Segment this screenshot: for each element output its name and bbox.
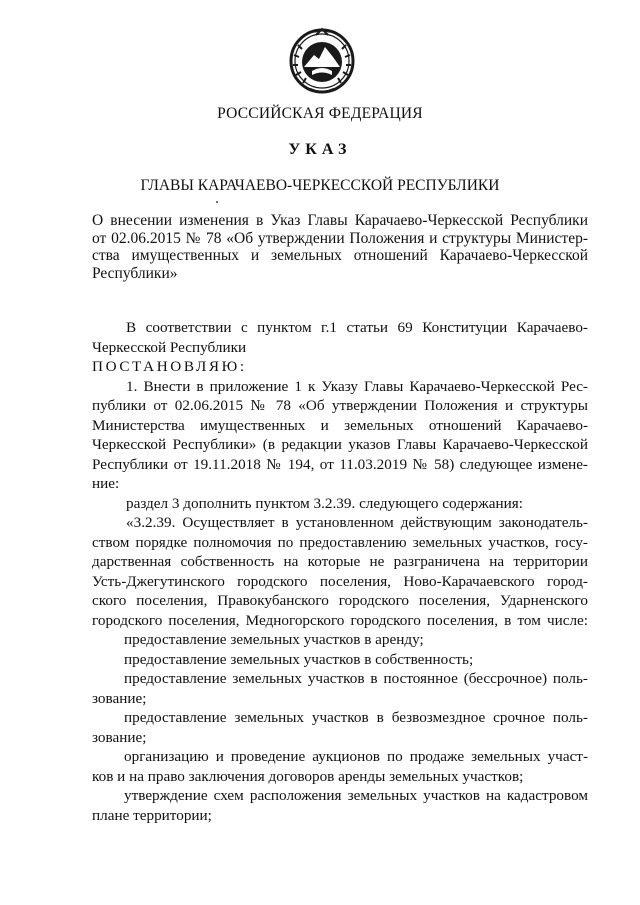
title-line: Республики» bbox=[92, 264, 178, 282]
issuer-heading: ГЛАВЫ КАРАЧАЕВО-ЧЕРКЕССКОЙ РЕСПУБЛИКИ bbox=[140, 177, 500, 194]
list-item-line: ков и на право заключения договоров аренды земельных участков; bbox=[92, 767, 524, 785]
list-item-line: зование; bbox=[92, 689, 147, 707]
stray-dot bbox=[216, 201, 218, 203]
item-line: ние: bbox=[92, 475, 120, 492]
item-line: публики от 02.06.2015 № 78 «Об утверждении Положения и структуры bbox=[92, 397, 588, 414]
list-item-line: организацию и проведение аукционов по продаже земельных участ- bbox=[124, 748, 588, 765]
federation-heading: РОССИЙСКАЯ ФЕДЕРАЦИЯ bbox=[217, 105, 423, 122]
item-line: Министерства имущественных и земельных отношений Карачаево- bbox=[92, 416, 588, 434]
clause-line: ством порядке полномочия по предоставлению земельных участков, госу- bbox=[92, 533, 588, 551]
list-item-line: предоставление земельных участков в аренду; bbox=[124, 631, 424, 648]
title-line: ства имущественных и земельных отношений Карачаево-Черкесской bbox=[92, 247, 588, 264]
item-line: 1. Внести в приложение 1 к Указу Главы Карачаево-Черкесской Рес- bbox=[126, 377, 588, 395]
clause-line: ского поселения, Правокубанского городского поселения, Ударненского bbox=[92, 592, 588, 609]
section-line: раздел 3 дополнить пунктом 3.2.39. следующего содержания: bbox=[126, 494, 523, 512]
list-item-line: предоставление земельных участков в постоянное (бессрочное) поль- bbox=[124, 670, 588, 687]
list-item-line: предоставление земельных участков в безвозмездное срочное поль- bbox=[124, 709, 588, 726]
item-line: Республики от 19.11.2018 № 194, от 11.03.2019 № 58) следующее измене- bbox=[92, 455, 588, 473]
list-item-line: утверждение схем расположения земельных участков на кадастровом bbox=[124, 787, 588, 804]
list-item-line: плане территории; bbox=[92, 806, 212, 824]
document-type-heading: УКАЗ bbox=[288, 141, 352, 158]
clause-line: Усть-Джегутинского городского поселения, Ново-Карачаевского город- bbox=[92, 572, 588, 590]
clause-line: дарственная собственность на которые не разграничена на территории bbox=[92, 553, 588, 570]
decree-word: ПОСТАНОВЛЯЮ: bbox=[92, 358, 247, 375]
list-item-line: предоставление земельных участков в собственность; bbox=[124, 650, 474, 668]
title-line: О внесении изменения в Указ Главы Карачаево-Черкесской Республики bbox=[92, 212, 588, 229]
preamble-line: Черкесской Республики bbox=[92, 338, 247, 356]
clause-line: «3.2.39. Осуществляет в установленном действующим законодатель- bbox=[126, 514, 588, 531]
document-title bbox=[92, 212, 588, 282]
clause-line: городского поселения, Медногорского городского поселения, в том числе: bbox=[92, 611, 588, 629]
coat-of-arms-icon bbox=[288, 25, 356, 97]
document-body bbox=[92, 318, 588, 825]
list-item-line: зование; bbox=[92, 728, 147, 746]
preamble-line: В соответствии с пунктом г.1 статьи 69 Конституции Карачаево- bbox=[126, 319, 588, 336]
item-line: Черкесской Республики» (в редакции указов Главы Карачаево-Черкесской bbox=[92, 436, 588, 453]
title-line: от 02.06.2015 № 78 «Об утверждении Положения и структуры Министер- bbox=[92, 229, 588, 247]
